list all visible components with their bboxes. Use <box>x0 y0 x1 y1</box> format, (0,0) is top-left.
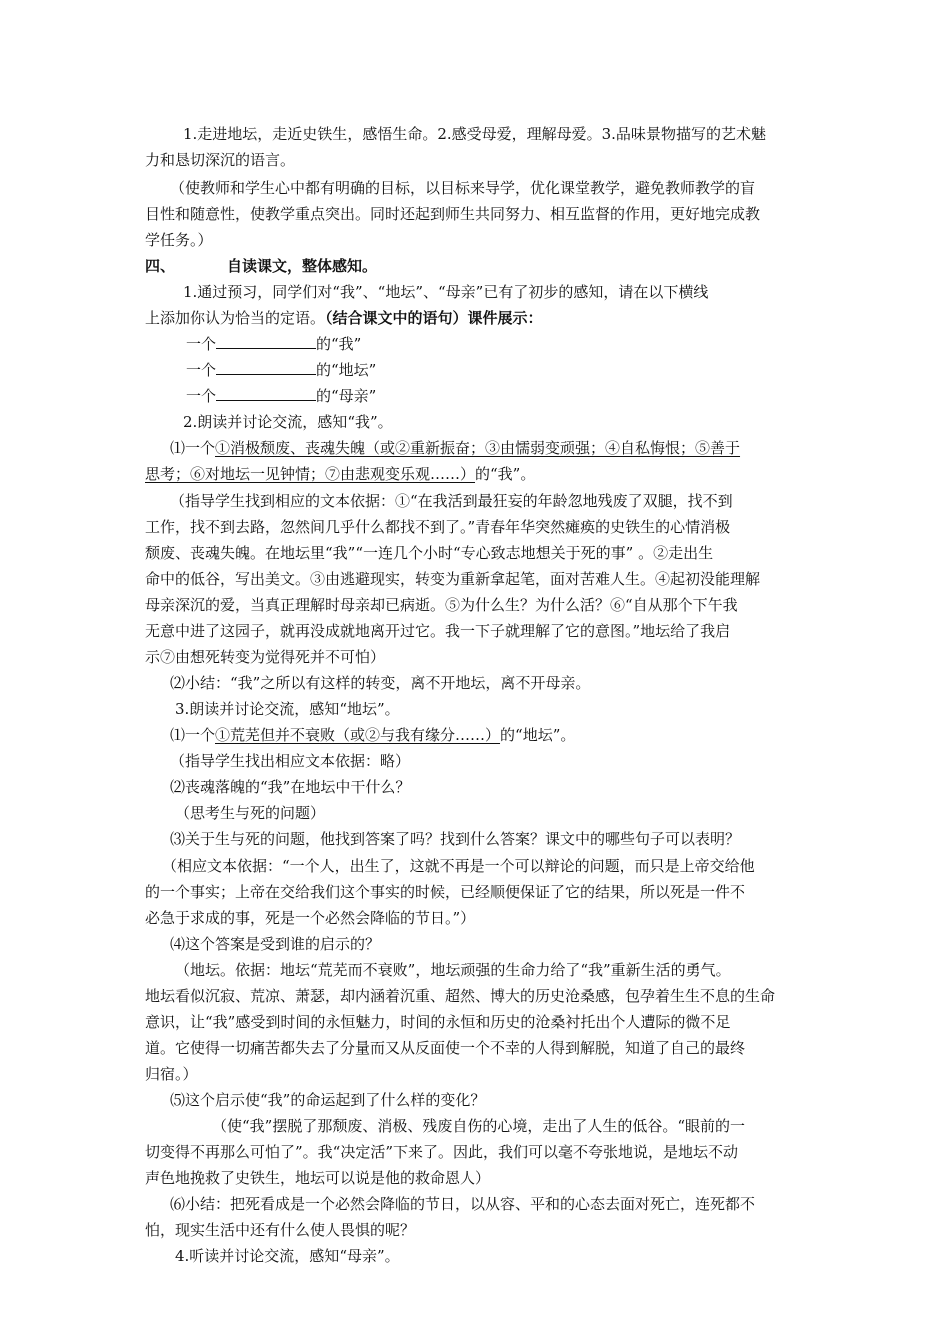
paragraph-line: （指导学生找出相应文本依据：略） <box>170 752 411 770</box>
paragraph-line: 颓废、丧魂失魄。在地坛里“我”“一连几个小时“专心致志地想关于死的事” 。②走出生 <box>145 544 714 562</box>
fill-blank-line: 一个 的“母亲” <box>186 387 377 405</box>
paragraph-line: 上添加你认为恰当的定语。（结合课文中的语句）课件展示： <box>145 309 543 327</box>
blank-field <box>216 334 316 349</box>
blank-field <box>216 360 316 375</box>
paragraph-line: 道。它使得一切痛苦都失去了分量而又从反面使一个不幸的人得到解脱，知道了自己的最终 <box>145 1039 746 1057</box>
paragraph-line: 归宿。） <box>145 1065 198 1083</box>
paragraph-line: 必急于求成的事，死是一个必然会降临的节日。”） <box>145 909 476 927</box>
paragraph-line: （使“我”摆脱了那颓废、消极、残废自伤的心境，走出了人生的低谷。“眼前的一 <box>212 1117 746 1135</box>
paragraph-line: ⑹小结：把死看成是一个必然会降临的节日，以从容、平和的心态去面对死亡，连死都不 <box>170 1195 756 1213</box>
paragraph-line: 4.听读并讨论交流，感知“母亲”。 <box>175 1247 400 1265</box>
paragraph-line: 命中的低谷，写出美文。③由逃避现实，转变为重新拿起笔，面对苦难人生。④起初没能理解 <box>145 570 761 588</box>
paragraph-line: （指导学生找到相应的文本依据：①“在我活到最狂妄的年龄忽地残废了双腿，找不到 <box>170 492 733 510</box>
paragraph-line: ⑶关于生与死的问题，他找到答案了吗？找到什么答案？课文中的哪些句子可以表明？ <box>170 830 741 848</box>
paragraph-line: 无意中进了这园子，就再没成就地离开过它。我一下子就理解了它的意图。”地坛给了我启 <box>145 622 731 640</box>
paragraph-line: ⑵小结：“我”之所以有这样的转变，离不开地坛，离不开母亲。 <box>170 674 591 692</box>
paragraph-line: ⑴一个①荒芜但并不衰败（或②与我有缘分……）的“地坛”。 <box>170 726 576 744</box>
paragraph-line: 示⑦由想死转变为觉得死并不可怕） <box>145 648 386 666</box>
paragraph-line: （使教师和学生心中都有明确的目标，以目标来导学，优化课堂教学，避免教师教学的盲 <box>170 179 756 197</box>
paragraph-line: 地坛看似沉寂、荒凉、萧瑟，却内涵着沉重、超然、博大的历史沧桑感，包孕着生生不息的生命 <box>145 987 776 1005</box>
section-title: 自读课文，整体感知。 <box>227 257 378 275</box>
section-number: 四、 <box>145 257 176 275</box>
paragraph-line: 思考；⑥对地坛一见钟情；⑦由悲观变乐观……）的“我”。 <box>145 465 536 483</box>
paragraph-line: 2.朗读并讨论交流，感知“我”。 <box>183 413 393 431</box>
paragraph-line: ⑴一个①消极颓废、丧魂失魄（或②重新振奋；③由懦弱变顽强；④自私悔恨；⑤善于 <box>170 439 741 457</box>
blank-field <box>216 386 316 401</box>
bold-instruction: （结合课文中的语句）课件展示： <box>325 309 543 327</box>
paragraph-line: 目性和随意性，使教学重点突出。同时还起到师生共同努力、相互监督的作用，更好地完成教 <box>145 205 761 223</box>
paragraph-line: ⑵丧魂落魄的“我”在地坛中干什么？ <box>170 778 411 796</box>
fill-blank-line: 一个 的“我” <box>186 335 362 353</box>
paragraph-line: 声色地挽救了史铁生，地坛可以说是他的救命恩人） <box>145 1169 491 1187</box>
paragraph-line: （思考生与死的问题） <box>175 804 326 822</box>
paragraph-line: 切变得不再那么可怕了”。我“决定活”下来了。因此，我们可以毫不夸张地说，是地坛不动 <box>145 1143 739 1161</box>
paragraph-line: 1.走进地坛，走近史铁生，感悟生命。2.感受母爱，理解母爱。3.品味景物描写的艺术魅 <box>183 125 766 143</box>
underlined-answer: ①荒芜但并不衰败（或②与我有缘分……） <box>215 726 501 744</box>
paragraph-line: 的一个事实；上帝在交给我们这个事实的时候，已经顺便保证了它的结果，所以死是一件不 <box>145 883 746 901</box>
paragraph-line: 3.朗读并讨论交流，感知“地坛”。 <box>175 700 400 718</box>
paragraph-line: 工作，找不到去路，忽然间几乎什么都找不到了。”青春年华突然瘫痪的史铁生的心情消极 <box>145 518 731 536</box>
paragraph-line: ⑷这个答案是受到谁的启示的？ <box>170 935 381 953</box>
paragraph-line: 学任务。） <box>145 231 213 249</box>
paragraph-line: （地坛。依据：地坛“荒芜而不衰败”，地坛顽强的生命力给了“我”重新生活的勇气。 <box>175 961 731 979</box>
paragraph-line: 母亲深沉的爱，当真正理解时母亲却已病逝。⑤为什么生？为什么活？⑥“自从那个下午我 <box>145 596 738 614</box>
underlined-answer: 思考；⑥对地坛一见钟情；⑦由悲观变乐观……） <box>145 465 476 483</box>
paragraph-line: ⑸这个启示使“我”的命运起到了什么样的变化？ <box>170 1091 486 1109</box>
underlined-answer: ①消极颓废、丧魂失魄（或②重新振奋；③由懦弱变顽强；④自私悔恨；⑤善于 <box>215 439 741 457</box>
section-heading <box>145 255 377 277</box>
paragraph-line: 意识，让“我”感受到时间的永恒魅力，时间的永恒和历史的沧桑衬托出个人遭际的微不足 <box>145 1013 731 1031</box>
paragraph-line: 力和恳切深沉的语言。 <box>145 151 296 169</box>
paragraph-line: 怕，现实生活中还有什么使人畏惧的呢？ <box>145 1221 416 1239</box>
fill-blank-line: 一个 的“地坛” <box>186 361 377 379</box>
paragraph-line: 1.通过预习，同学们对“我”、“地坛”、“母亲”已有了初步的感知，请在以下横线 <box>183 283 709 301</box>
paragraph-line: （相应文本依据：“一个人，出生了，这就不再是一个可以辩论的问题，而只是上帝交给他 <box>162 857 755 875</box>
